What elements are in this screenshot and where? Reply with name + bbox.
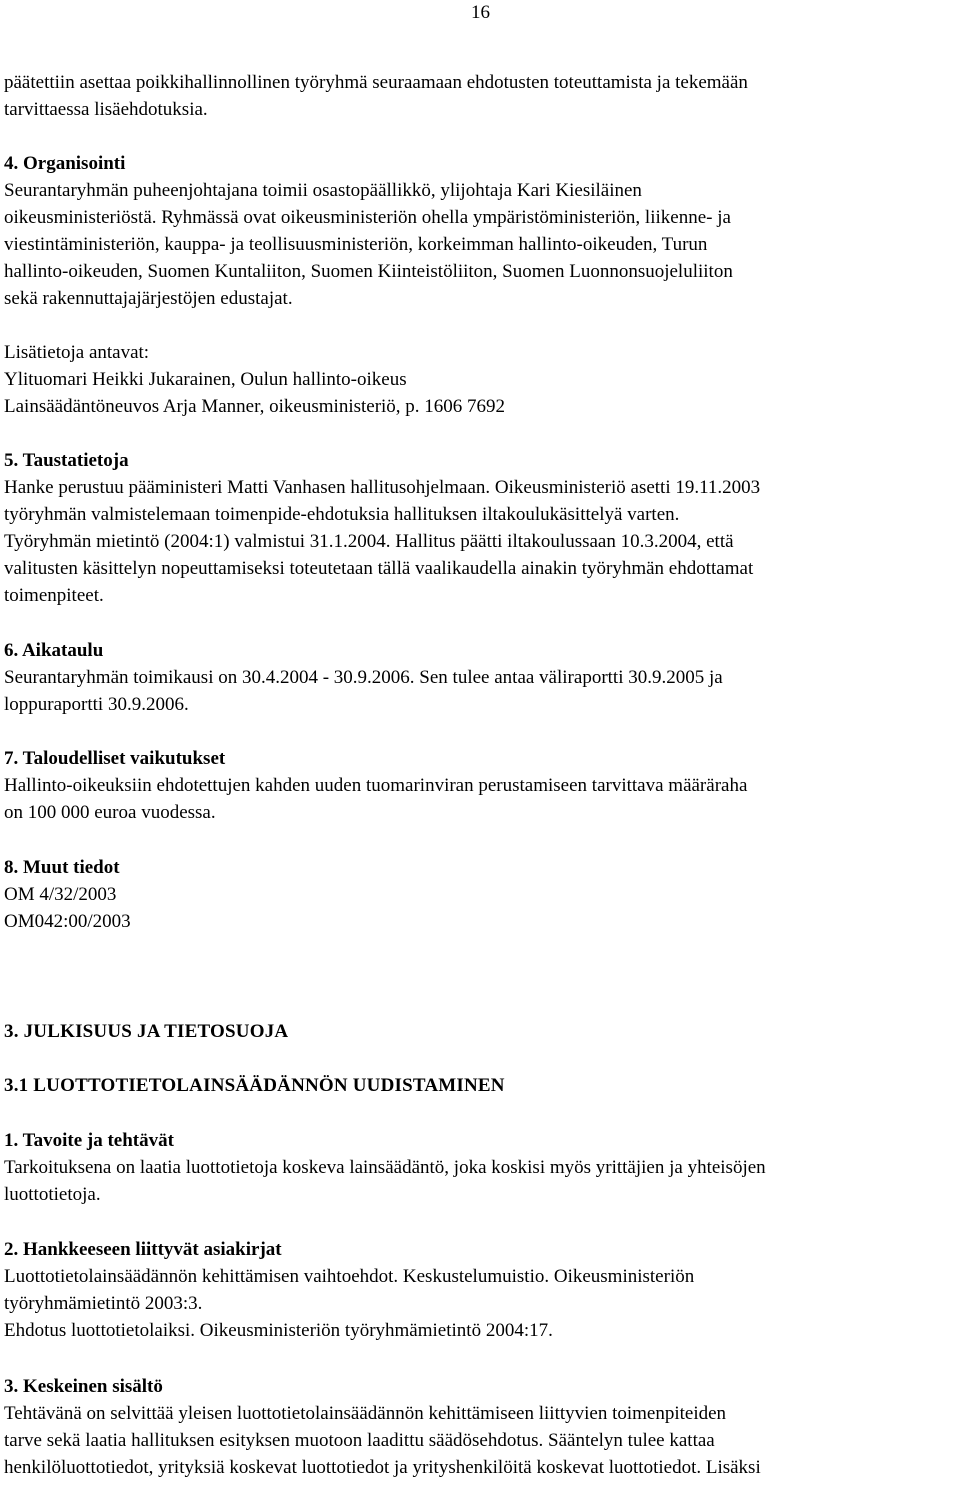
body-text: Luottotietolainsäädännön kehittämisen vaihtoehdot. Keskustelumuistio. Oikeusministeriön: [4, 1266, 695, 1287]
body-text: luottotietoja.: [4, 1184, 101, 1205]
body-text: on 100 000 euroa vuodessa.: [4, 802, 216, 823]
section-heading: 5. Taustatietoja: [4, 450, 129, 471]
body-text: loppuraportti 30.9.2006.: [4, 694, 189, 715]
section-heading: 6. Aikataulu: [4, 640, 104, 661]
body-text: tarvittaessa lisäehdotuksia.: [4, 99, 208, 120]
body-text: Tehtävänä on selvittää yleisen luottotietolainsäädännön kehittämiseen liittyvien toimenpiteiden: [4, 1403, 727, 1424]
body-text: Seurantaryhmän puheenjohtajana toimii osastopäällikkö, ylijohtaja Kari Kiesiläinen: [4, 180, 642, 201]
body-text: Hallinto-oikeuksiin ehdotettujen kahden uuden tuomarinviran perustamiseen tarvittava määräraha: [4, 775, 748, 796]
chapter-heading: 3. JULKISUUS JA TIETOSUOJA: [4, 1021, 289, 1042]
body-text: tarve sekä laatia hallituksen esityksen muotoon laadittu säädösehdotus. Sääntelyn tulee kattaa: [4, 1430, 715, 1451]
body-text: Ylituomari Heikki Jukarainen, Oulun hallinto-oikeus: [4, 369, 407, 390]
body-text: valitusten käsittelyn nopeuttamiseksi toteutetaan tällä vaalikaudella ainakin työryhmän ehdottamat: [4, 558, 754, 579]
body-text: Hanke perustuu pääministeri Matti Vanhasen hallitusohjelmaan. Oikeusministeriö asetti 19.11.2003: [4, 477, 761, 498]
section-heading: 2. Hankkeeseen liittyvät asiakirjat: [4, 1239, 282, 1260]
section-heading: 4. Organisointi: [4, 153, 126, 174]
section-heading: 8. Muut tiedot: [4, 857, 120, 878]
body-text: toimenpiteet.: [4, 585, 104, 606]
body-text: työryhmän valmistelemaan toimenpide-ehdotuksia hallituksen iltakoulukäsittelyä varten.: [4, 504, 680, 525]
body-text: viestintäministeriön, kauppa- ja teollisuusministeriön, korkeimman hallinto-oikeuden, Turun: [4, 234, 708, 255]
body-text: sekä rakennuttajajärjestöjen edustajat.: [4, 288, 293, 309]
body-text: Seurantaryhmän toimikausi on 30.4.2004 - 30.9.2006. Sen tulee antaa väliraportti 30.9.2005 ja: [4, 667, 723, 688]
body-text: Tarkoituksena on laatia luottotietoja koskeva lainsäädäntö, joka koskisi myös yrittäjien ja yhteisöjen: [4, 1157, 766, 1178]
body-text: työryhmämietintö 2003:3.: [4, 1293, 203, 1314]
section-heading: 3. Keskeinen sisältö: [4, 1376, 163, 1397]
body-text: oikeusministeriöstä. Ryhmässä ovat oikeusministeriön ohella ympäristöministeriön, liikenne- ja: [4, 207, 731, 228]
body-text: Lisätietoja antavat:: [4, 342, 150, 363]
chapter-subheading: 3.1 LUOTTOTIETOLAINSÄÄDÄNNÖN UUDISTAMINEN: [4, 1075, 505, 1096]
body-text: henkilöluottotiedot, yrityksiä koskevat luottotiedot ja yrityshenkilöitä koskevat luottotiedot. Lisäksi: [4, 1457, 761, 1478]
body-text: OM 4/32/2003: [4, 884, 117, 905]
body-text: OM042:00/2003: [4, 911, 131, 932]
body-text: Työryhmän mietintö (2004:1) valmistui 31.1.2004. Hallitus päätti iltakoulussaan 10.3.2004, että: [4, 531, 734, 552]
body-text: päätettiin asettaa poikkihallinnollinen työryhmä seuraamaan ehdotusten toteuttamista ja tekemään: [4, 72, 748, 93]
body-text: Lainsäädäntöneuvos Arja Manner, oikeusministeriö, p. 1606 7692: [4, 396, 506, 417]
section-heading: 1. Tavoite ja tehtävät: [4, 1130, 174, 1151]
body-text: hallinto-oikeuden, Suomen Kuntaliiton, Suomen Kiinteistöliiton, Suomen Luonnonsuojeluliiton: [4, 261, 733, 282]
page-number: 16: [471, 2, 490, 23]
body-text: Ehdotus luottotietolaiksi. Oikeusministeriön työryhmämietintö 2004:17.: [4, 1320, 553, 1341]
section-heading: 7. Taloudelliset vaikutukset: [4, 748, 226, 769]
